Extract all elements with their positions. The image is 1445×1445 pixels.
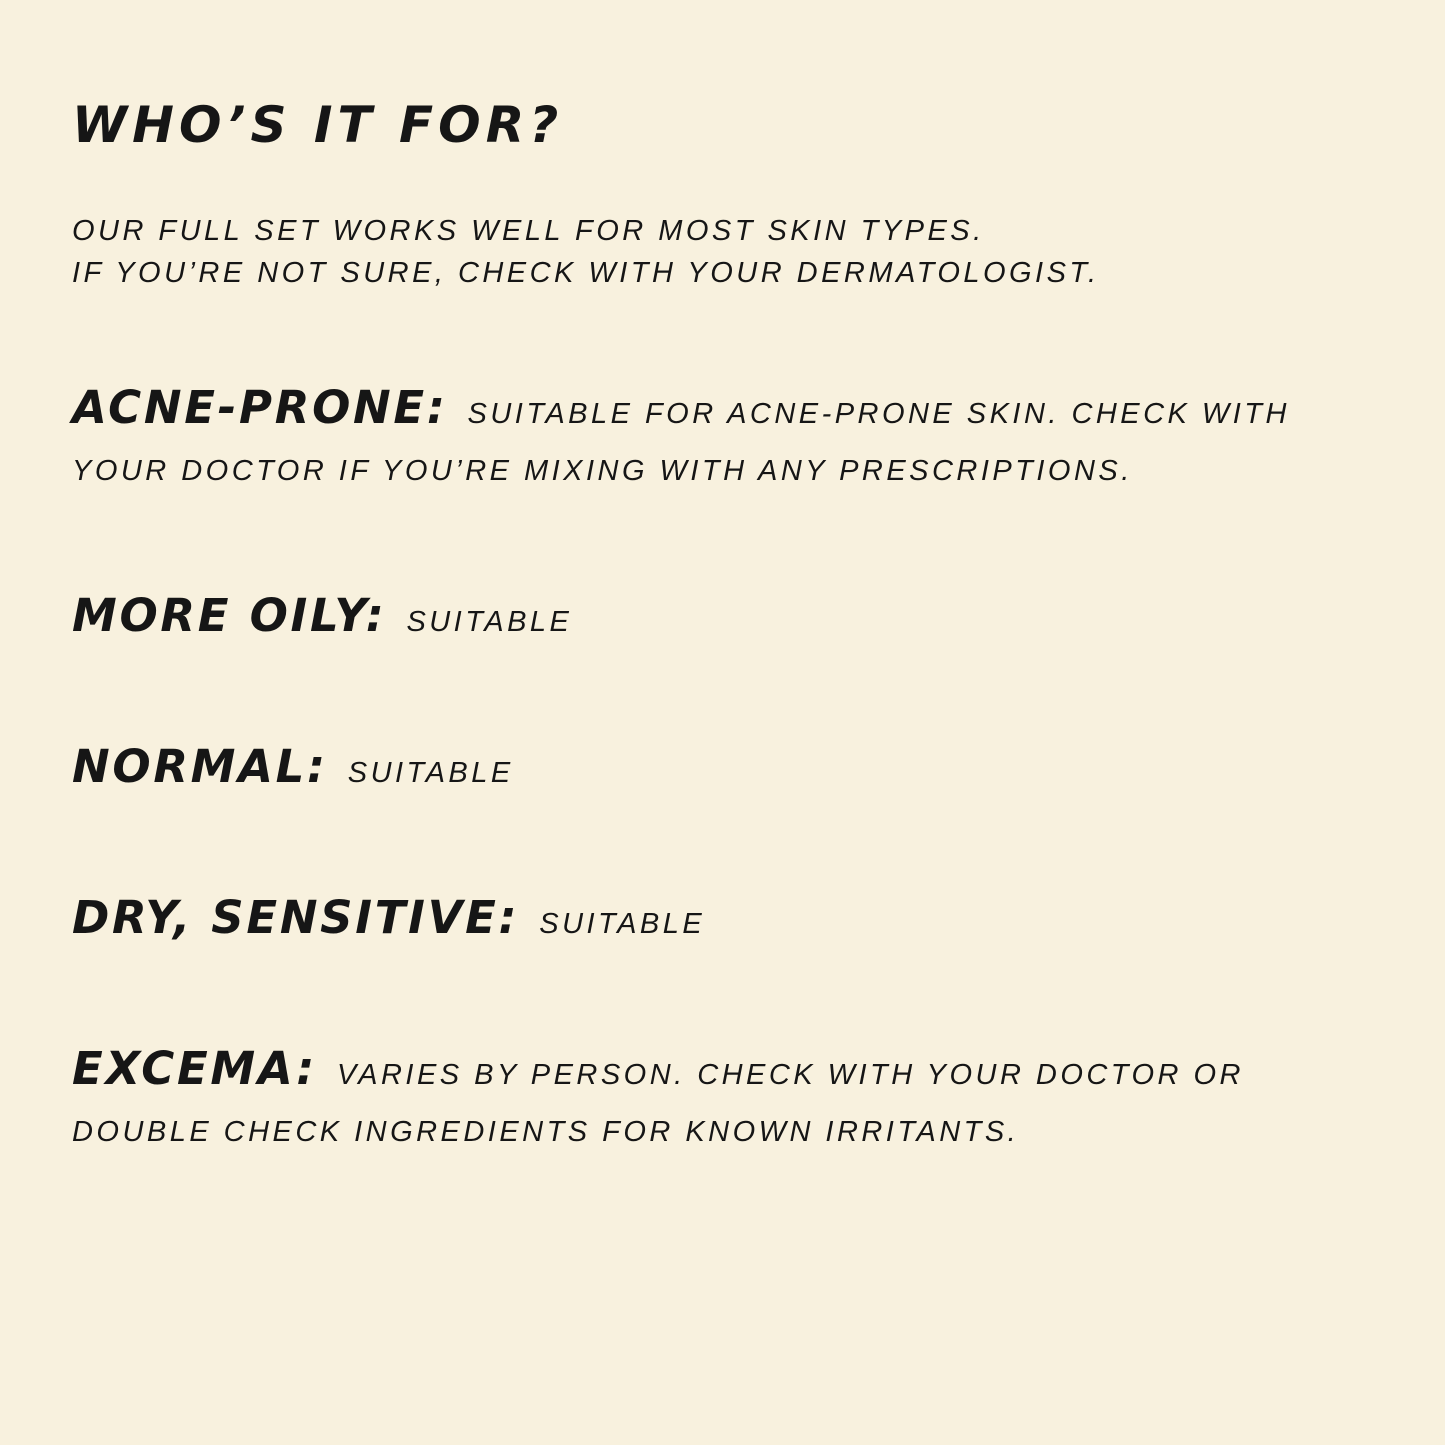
skin-type-label: ACNE-PRONE: xyxy=(72,381,448,434)
skin-type-section-more-oily xyxy=(72,590,1312,653)
skin-type-label: DRY, SENSITIVE: xyxy=(72,891,520,944)
skin-type-section-excema xyxy=(72,1043,1312,1163)
intro-line-1: OUR FULL SET WORKS WELL FOR MOST SKIN TYPES. xyxy=(72,215,985,247)
skin-type-section-acne-prone xyxy=(72,382,1312,502)
skin-type-description: SUITABLE FOR ACNE-PRONE SKIN. CHECK WITH YOUR DOCTOR IF YOU’RE MIXING WITH ANY PRESCRIPTIONS. xyxy=(72,398,1290,487)
skin-type-description: VARIES BY PERSON. CHECK WITH YOUR DOCTOR OR DOUBLE CHECK INGREDIENTS FOR KNOWN IRRITANTS. xyxy=(72,1059,1244,1148)
skin-type-description: SUITABLE xyxy=(539,908,706,940)
intro-paragraph xyxy=(72,210,1312,294)
intro-line-2: IF YOU’RE NOT SURE, CHECK WITH YOUR DERMATOLOGIST. xyxy=(72,257,1100,289)
skin-type-description: SUITABLE xyxy=(347,757,514,789)
skin-type-label: EXCEMA: xyxy=(72,1042,317,1095)
skin-type-label: NORMAL: xyxy=(72,740,328,793)
skin-type-description: SUITABLE xyxy=(406,606,573,638)
skin-type-section-normal xyxy=(72,741,1312,804)
skin-type-label: MORE OILY: xyxy=(72,589,387,642)
skin-type-section-dry-sensitive xyxy=(72,892,1312,955)
page-title: WHO’S IT FOR? xyxy=(72,96,564,154)
